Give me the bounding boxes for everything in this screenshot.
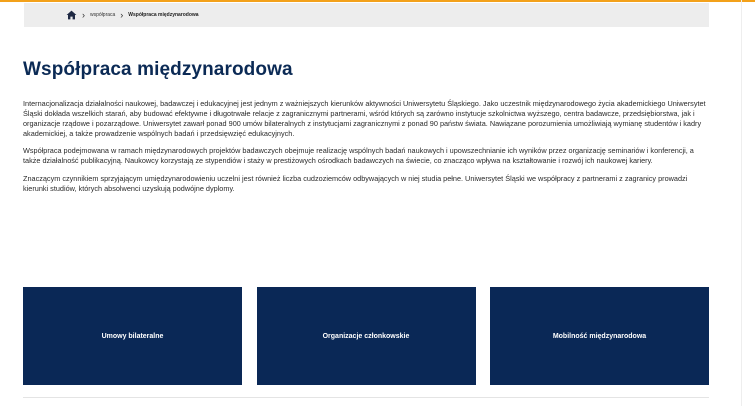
paragraph: Znaczącym czynnikiem sprzyjającym umiędzynarodowieniu uczelni jest również liczba cudzoziemców odbywających w niej studia pełne. Uniwersytet Śląski we współpracy z partnerami z zagranicy prowadzi kierunki studiów, których absolwenci uzyskują podwójne dyplomy.: [23, 173, 688, 193]
breadcrumb: [24, 3, 709, 27]
tile-label: Umowy bilateralne: [101, 332, 164, 340]
page-title: Współpraca międzynarodowa: [23, 59, 293, 80]
home-icon[interactable]: [66, 10, 77, 20]
paragraph: Współpraca podejmowana w ramach międzynarodowych projektów badawczych obejmuje realizację wspólnych badań naukowych i upowszechnianie ich wyników przez organizację seminariów i konferencji, a także działalność publikacyjną. Naukowcy korzystają ze stypendiów i staży w prestiżowych ośrodkach badawczych na świecie, co znacząco wpływa na kształtowanie i rozwój ich naukowej kariery.: [23, 146, 694, 166]
paragraph: Internacjonalizacja działalności naukowej, badawczej i edukacyjnej jest jednym z ważniejszych kierunków aktywności Uniwersytetu Śląskiego. Jako uczestnik międzynarodowego życia akademickiego Uniwersytet Śląski dokłada wszelkich starań, aby budować efektywne i długotrwałe relacje z zagranicznymi partnerami, wśród których są zarówno instytucje szkolnictwa wyższego, centra badawcze, przedsiębiorstwa, jak i organizacje rządowe i pozarządowe. Uniwersytet zawarł ponad 900 umów bilateralnych z instytucjami zagranicznymi z ponad 90 państw świata. Nawiązane porozumienia umożliwiają wymianę studentów i kadry akademickiej, a także prowadzenie wspólnych badań i przedsięwzięć edukacyjnych.: [23, 99, 706, 139]
breadcrumb-separator-icon: ›: [82, 9, 85, 20]
tile-label: Organizacje członkowskie: [322, 332, 410, 340]
tile-label: Mobilność międzynarodowa: [552, 332, 647, 340]
tile-umowy-bilateralne[interactable]: [23, 287, 242, 385]
scroll-edge: [741, 0, 742, 406]
breadcrumb-separator-icon: ›: [120, 9, 124, 20]
top-accent-bar: [0, 0, 755, 2]
tile-mobilnosc-miedzynarodowa[interactable]: [490, 287, 709, 385]
tile-organizacje-czlonkowskie[interactable]: [257, 287, 476, 385]
intro-text: [23, 99, 709, 201]
tile-grid: [23, 287, 709, 385]
breadcrumb-item-current: Współpraca międzynarodowa: [128, 12, 199, 18]
divider: [23, 397, 709, 398]
breadcrumb-item-wspolpraca[interactable]: współpraca: [90, 12, 116, 18]
